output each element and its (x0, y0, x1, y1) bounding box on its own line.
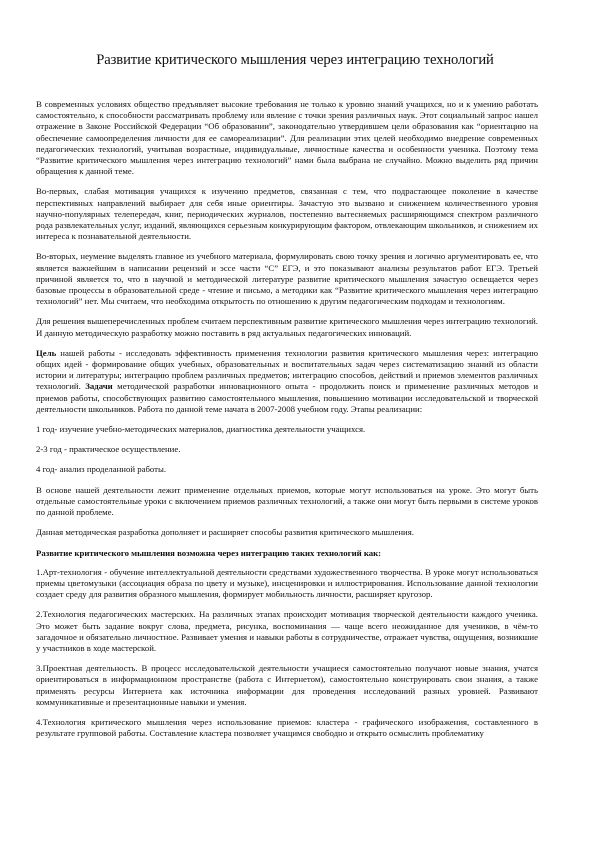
technology-item: 3.Проектная деятельность. В процесс исследовательской деятельности учащиеся самостоятельно получают новые знания, учатся ориентироваться в информационном пространстве (работа с Интернетом), самостоятельно конструировать свои знания, а также применять ресурсы Интернета как источника информации для проведения исследований разных уровней. Развивают коммуникативные и презентационные навыки и умения. (36, 663, 538, 707)
goal-text: нашей работы - исследовать эффективность применения технологии развития критического мышления через: интеграцию общих идей - формирование общих учебных, образовательных и воспитательных задач через систематизацию знаний из области истории и литературы; интеграцию проблем различных предметов; интеграцию способов, действий и приемов элементов различных технологий. (36, 347, 538, 392)
goal-label: Цель (36, 347, 57, 358)
paragraph-solution: Для решения вышеперечисленных проблем считаем перспективным развитие критического мышления через интеграцию технологий. И данную методическую разработку можно поставить в ряд актуальных педагогических инноваций. (36, 316, 538, 338)
section-heading: Развитие критического мышления возможна через интеграцию таких технологий как: (36, 547, 382, 558)
stage-item: 4 год- анализ проделанной работы. (36, 464, 167, 475)
stage-item: 2-3 год - практическое осуществление. (36, 444, 181, 455)
technology-item: 1.Арт-технология - обучение интеллектуальной деятельности средствами художественного творчества. В уроке могут использоваться приемы цветомузыки (ассоциация образа по цвету и музыке), инсценировки и иллюстрирования. Использование данной технологии создает среду для развития образного мышления, формирует мобильность личности, расширяет кругозор. (36, 566, 538, 600)
stage-item: 1 год- изучение учебно-методических материалов, диагностика деятельности учащихся. (36, 424, 366, 435)
paragraph-first-reason: Во-первых, слабая мотивация учащихся к изучению предметов, связанная с тем, что подрастающее поколение в качестве перспективных направлений выбирает для себя иные ориентиры. Зачастую это вызвано и снижением количественного уровня научно-популярных телепередач, книг, периодических журналов, постепенно вытесняемых расширяющимся спектром различного рода развлекательных услуг, изданий, являющихся серьезным конкурирующим фактором, отвлекающим школьников, и снижением их интереса к познавательной деятельности. (36, 186, 538, 242)
tasks-label: Задачи (85, 381, 113, 392)
paragraph-supplement: Данная методическая разработка дополняет и расширяет способы развития критического мышления. (36, 527, 414, 538)
technology-item: 2.Технология педагогических мастерских. На различных этапах происходит мотивация творческой деятельности каждого ученика. Это может быть задание вокруг слова, предмета, рисунка, воспоминания — чаще всего неожиданное для учеников, в чём-то загадочное и обязательно личностное. Развивает умения и навыки работы в сотрудничестве, отражает чувства, ощущения, возникшие у участников в ходе мастерской. (36, 609, 538, 653)
paragraph-second-reason: Во-вторых, неумение выделять главное из учебного материала, формулировать свою точку зрения и логично аргументировать ее, что является важнейшим в написании рецензий и эссе части “С” ЕГЭ, и это показывают анализы результатов работ ЕГЭ. Третьей причиной является то, что в научной и методической литературе развитие критического мышления зачастую освещается через базовые процессы в образовательной среде - чтение и письмо, а методики как “Развитие критического мышления через интеграцию технологий” нет. Мы считаем, что необходима открытость по отношению к другим педагогическим подходам и технологиям. (36, 251, 538, 307)
tasks-text: методической разработки инновационного опыта - продолжить поиск и применение различных методов и приемов работы, способствующих развитию самостоятельного мышления, повышению мотивации исследовательской и творческой деятельности школьников. Работа по данной теме начата в 2007-2008 учебном году. Этапы реализации: (36, 381, 539, 414)
paragraph-goal (36, 348, 538, 415)
technology-item: 4.Технология критического мышления через использование приемов: кластера - графического изображения, составленного в результате групповой работы. Составление кластера позволяет учащимся свободно и открыто осмыслить проблематику (36, 716, 538, 739)
paragraph-basis: В основе нашей деятельности лежит применение отдельных приемов, которые могут использоваться на уроке. Это могут быть отдельные самостоятельные уроки с включением приемов различных технологий, а также они могут быть первыми в системе уроков по данной проблеме. (36, 484, 538, 518)
paragraph-intro: В современных условиях общество предъявляет высокие требования не только к уровню знаний учащихся, но и к умению работать самостоятельно, к способности рассматривать проблему или явление с точки зрения различных наук. Этот социальный запрос нашел отражение в Законе Российской Федерации “Об образовании”, законодательно утвердившем цели образования как “ориентацию на обеспечение самоопределения личности для ее самореализации”. Для реализации этих целей необходимо внедрение современных педагогических технологий, учитывая возрастные, индивидуальные, личностные качества и особенности ученика. Поэтому тема “Развитие критического мышления через интеграцию технологий” нами была выбрана не случайно. Можно выделить ряд причин обращения к данной теме. (36, 99, 538, 177)
document-title: Развитие критического мышления через интеграцию технологий (96, 52, 494, 68)
document-body (36, 99, 538, 739)
